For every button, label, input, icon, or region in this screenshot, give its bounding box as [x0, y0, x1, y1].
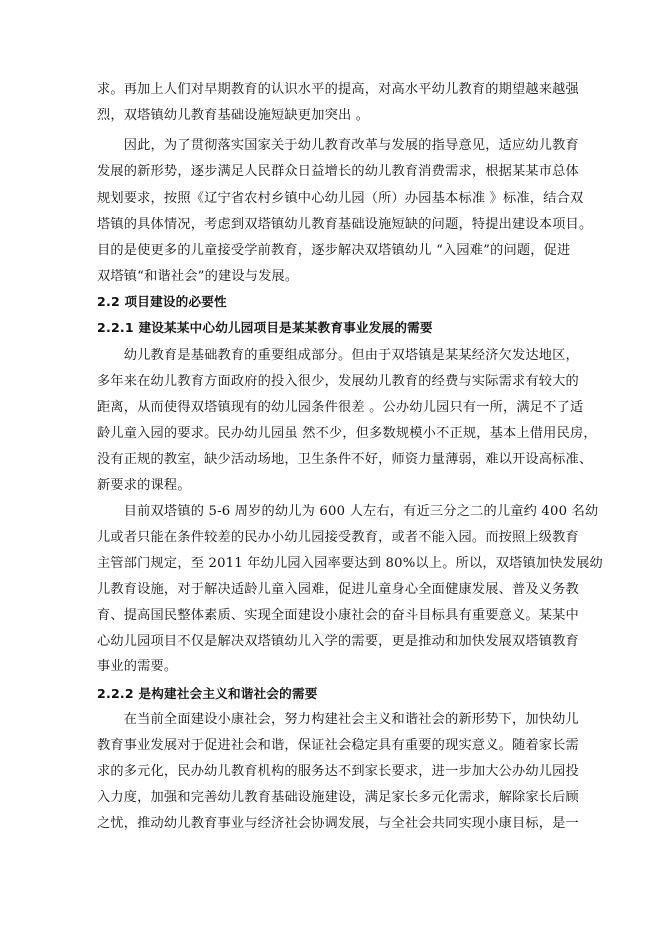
body-line: 在当前全面建设小康社会，努力构建社会主义和谐社会的新形势下，加快幼儿 [97, 712, 579, 727]
body-line: 塔镇的具体情况，考虑到双塔镇幼儿教育基础设施短缺的问题，特提出建设本项目。 [97, 217, 593, 232]
body-line: 教育事业发展对于促进社会和谐，保证社会稳定具有重要的现实意义。随着家长需 [97, 738, 579, 753]
body-line: 烈，双塔镇幼儿教育基础设施短缺更加突出 。 [97, 108, 370, 123]
body-line: 主管部门规定，至 2011 年幼儿园入园率要达到 80%以上。所以，双塔镇加快发展幼 [97, 556, 603, 571]
body-line: 新要求的课程。 [97, 478, 191, 493]
body-line: 事业的需要。 [97, 659, 178, 674]
body-line: 目前双塔镇的 5-6 周岁的幼儿为 600 人左右，有近三分之二的儿童约 400 名幼 [97, 504, 599, 519]
body-line: 龄儿童入园的要求。民办幼儿园虽 然不少，但多数规模小不正规，基本上借用民房， [97, 426, 597, 441]
section-heading: 2.2 项目建设的必要性 [97, 294, 227, 309]
subsection-heading: 2.2.2 是构建社会主义和谐社会的需要 [97, 686, 318, 701]
body-line: 发展的新形势，逐步满足人民群众日益增长的幼儿教育消费需求，根据某某市总体 [97, 164, 579, 179]
body-line: 育、提高国民整体素质、实现全面建设小康社会的奋斗目标具有重要意义。某某中 [97, 608, 579, 623]
body-line: 规划要求，按照《辽宁省农村乡镇中心幼儿园（所）办园基本标准 》标准，结合双 [97, 191, 584, 206]
body-line: 目的是使更多的儿童接受学前教育，逐步解决双塔镇幼儿 “入园难”的问题，促进 [97, 243, 571, 258]
body-line: 没有正规的教室，缺少活动场地，卫生条件不好，师资力量薄弱，难以开设高标准、 [97, 452, 593, 467]
body-line: 儿教育设施，对于解决适龄儿童入园难，促进儿童身心全面健康发展、普及义务教 [97, 582, 579, 597]
body-line: 距离，从而使得双塔镇现有的幼儿园条件很差 。公办幼儿园只有一所，满足不了适 [97, 400, 584, 415]
body-line: 之忧，推动幼儿教育事业与经济社会协调发展，与全社会共同实现小康目标，是一 [97, 816, 579, 831]
body-line: 多年来在幼儿教育方面政府的投入很少，发展幼儿教育的经费与实际需求有较大的 [97, 374, 579, 389]
body-line: 双塔镇“和谐社会”的建设与发展。 [97, 269, 299, 284]
body-line: 入力度，加强和完善幼儿教育基础设施建设，满足家长多元化需求，解除家长后顾 [97, 790, 579, 805]
body-line: 求的多元化，民办幼儿教育机构的服务达不到家长要求，进一步加大公办幼儿园投 [97, 764, 579, 779]
body-line: 因此，为了贯彻落实国家关于幼儿教育改革与发展的指导意见，适应幼儿教育 [97, 138, 579, 153]
subsection-heading: 2.2.1 建设某某中心幼儿园项目是某某教育事业发展的需要 [97, 320, 433, 335]
body-line: 儿或者只能在条件较差的民办小幼儿园接受教育，或者不能入园。而按照上级教育 [97, 530, 579, 545]
body-line: 求。再加上人们对早期教育的认识水平的提高，对高水平幼儿教育的期望越来越强 [97, 82, 579, 97]
body-line: 心幼儿园项目不仅是解决双塔镇幼儿入学的需要，更是推动和加快发展双塔镇教育 [97, 634, 579, 649]
body-line: 幼儿教育是基础教育的重要组成部分。但由于双塔镇是某某经济欠发达地区， [97, 348, 579, 363]
